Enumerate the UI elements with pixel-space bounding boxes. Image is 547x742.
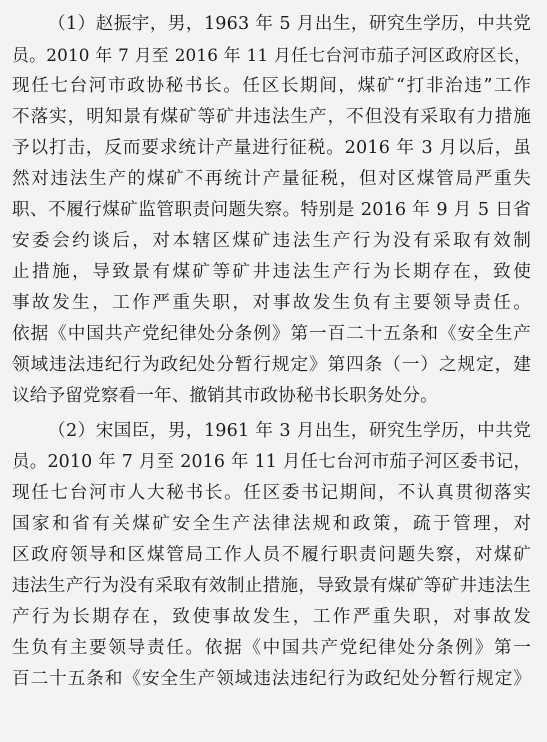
text-line: （2）宋国臣，男，1961 年 3 月出生，研究生学历，中共党	[48, 421, 531, 441]
text-line: 现任七台河市政协秘书长。任区长期间，煤矿“打非治违”工作	[12, 76, 531, 96]
text-line: 国家和省有关煤矿安全生产法律法规和政策，疏于管理，对	[12, 514, 531, 534]
text-line: 现任七台河市人大秘书长。任区委书记期间，不认真贯彻落实	[12, 483, 531, 503]
text-line: 议给予留党察看一年、撤销其市政协秘书长职务处分。	[12, 386, 438, 406]
text-line: 然对违法生产的煤矿不再统计产量征税，但对区煤管局严重失	[12, 169, 531, 189]
text-line: 职、不履行煤矿监管职责问题失察。特别是 2016 年 9 月 5 日省	[12, 200, 531, 220]
text-line: 予以打击，反而要求统计产量进行征税。2016 年 3 月以后，虽	[12, 138, 531, 158]
text-line: 依据《中国共产党纪律处分条例》第一百二十五条和《安全生产	[12, 324, 531, 344]
text-line: 安委会约谈后，对本辖区煤矿违法生产行为没有采取有效制	[12, 231, 531, 251]
text-line: （1）赵振宇，男，1963 年 5 月出生，研究生学历，中共党	[48, 14, 531, 34]
text-line: 不落实，明知景有煤矿等矿井违法生产，不但没有采取有力措施	[12, 107, 531, 127]
text-line: 区政府领导和区煤管局工作人员不履行职责问题失察，对煤矿	[12, 545, 531, 565]
text-line: 生负有主要领导责任。依据《中国共产党纪律处分条例》第一	[12, 638, 531, 658]
paragraph-song-guochen	[12, 416, 531, 695]
text-line: 违法生产行为没有采取有效制止措施，导致景有煤矿等矿井违法生	[12, 576, 531, 596]
text-line: 事故发生，工作严重失职，对事故发生负有主要领导责任。	[12, 293, 531, 313]
paragraph-zhao-zhenyu	[12, 9, 531, 412]
text-line: 产行为长期存在，致使事故发生，工作严重失职，对事故发	[12, 607, 531, 627]
text-line: 员。2010 年 7 月至 2016 年 11 月任七台河市茄子河区委书记，	[12, 452, 531, 472]
text-line: 领域违法违纪行为政纪处分暂行规定》第四条（一）之规定，建	[12, 355, 531, 375]
text-line: 百二十五条和《安全生产领域违法违纪行为政纪处分暂行规定》	[12, 669, 531, 689]
text-line: 止措施，导致景有煤矿等矿井违法生产行为长期存在，致使	[12, 262, 531, 282]
text-line: 员。2010 年 7 月至 2016 年 11 月任七台河市茄子河区政府区长，	[12, 45, 531, 65]
